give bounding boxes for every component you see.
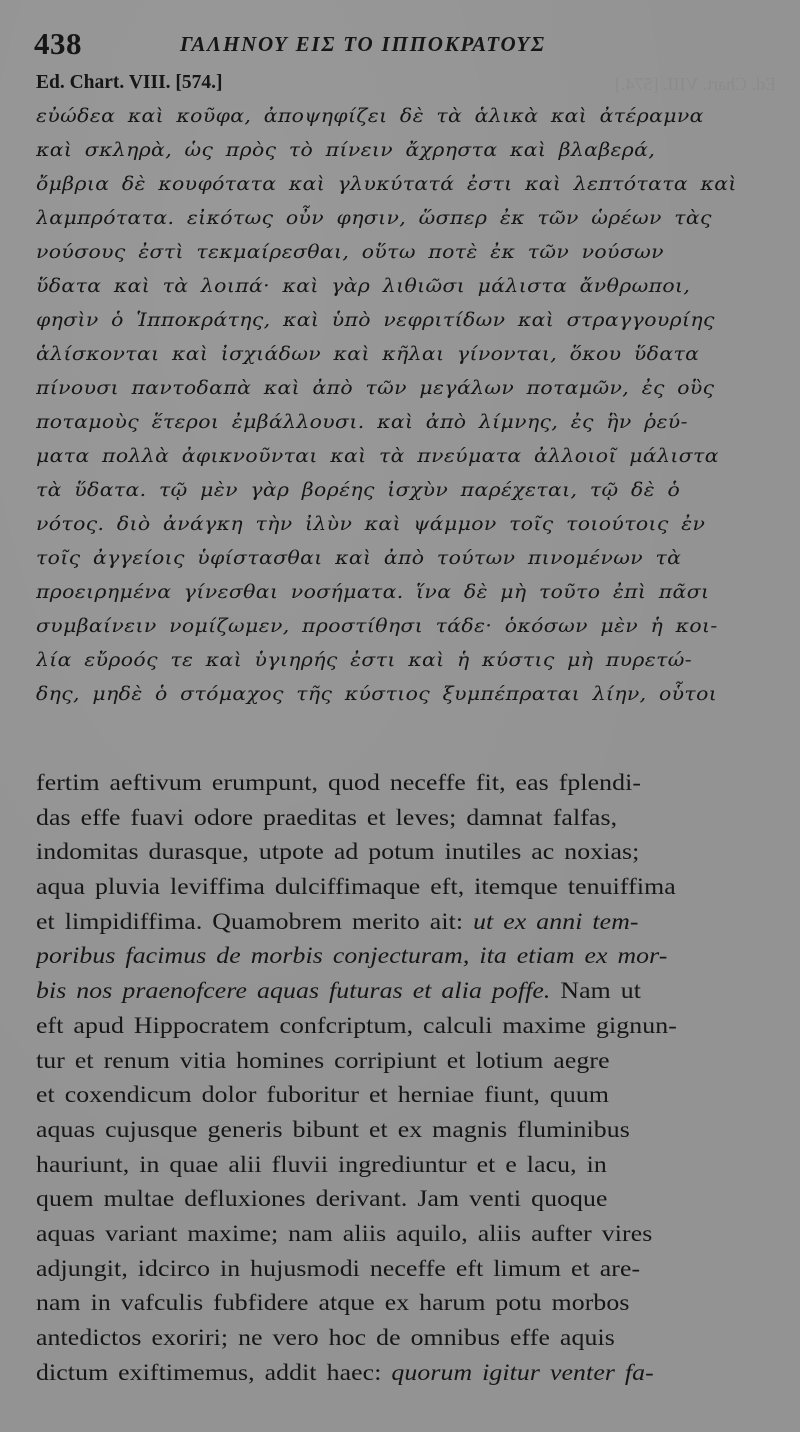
greek-text-line: ὄμβρια δὲ κουφότατα καὶ γλυκύτατά ἐστι καὶ λεπτότατα καὶ [36, 174, 737, 195]
latin-text-line [36, 766, 764, 801]
greek-text-line: εὐώδεα καὶ κοῦφα, ἀποψηφίζει δὲ τὰ ἁλικὰ καὶ ἀτέραμνα [36, 106, 704, 127]
page-number: 438 [34, 26, 82, 61]
bleed-through-text: Ed. Chart. VIII. [574.] [614, 74, 776, 94]
edition-reference: Ed. Chart. VIII. [574.] [36, 72, 223, 93]
greek-text-line: ποταμοὺς ἕτεροι ἐμβάλλουσι. καὶ ἀπὸ λίμνης, ἐς ἣν ῥεύ- [36, 412, 688, 433]
latin-text-line [36, 905, 764, 940]
latin-segment: fertim aeftivum erumpunt, quod neceffe fit, eas fplendi- [36, 770, 642, 795]
latin-text-line [36, 974, 764, 1009]
latin-text-line [36, 1009, 764, 1044]
greek-text-line: τοῖς ἀγγείοις ὑφίστασθαι καὶ ἀπὸ τούτων πινομένων τὰ [36, 548, 682, 569]
greek-text-line: δης, μηδὲ ὁ στόμαχος τῆς κύστιος ξυμπέπραται λίην, οὗτοι [36, 684, 718, 705]
greek-text-line: τὰ ὕδατα. τῷ μὲν γὰρ βορέης ἰσχὺν παρέχεται, τῷ δὲ ὁ [36, 480, 681, 501]
latin-segment: aquas variant maxime; nam aliis aquilo, aliis aufter vires [36, 1220, 653, 1246]
latin-segment: et coxendicum dolor fuboritur et herniae fiunt, quum [36, 1082, 610, 1108]
greek-text-line: νούσους ἐστὶ τεκμαίρεσθαι, οὕτω ποτὲ ἐκ τῶν νούσων [36, 242, 664, 263]
greek-text-line: φησὶν ὁ Ἱπποκράτης, καὶ ὑπὸ νεφριτίδων καὶ στραγγουρίης [36, 310, 715, 331]
running-title: ΓΑΛΗΝΟΥ ΕΙΣ ΤΟ ΙΠΠΟΚΡΑΤΟΥΣ [180, 32, 546, 56]
latin-text-line [36, 1182, 764, 1217]
greek-text-line: ἁλίσκονται καὶ ἰσχιάδων καὶ κῆλαι γίνονται, ὅκου ὕδατα [36, 344, 700, 365]
greek-text-line: καὶ σκληρὰ, ὡς πρὸς τὸ πίνειν ἄχρηστα καὶ βλαβερά, [36, 140, 656, 161]
latin-italic-segment: quorum igitur venter fa- [391, 1359, 654, 1385]
greek-text-line: συμβαίνειν νομίζωμεν, προστίθησι τάδε· ὁκόσων μὲν ἡ κοι- [36, 616, 718, 637]
latin-text-line [36, 1217, 764, 1252]
latin-text-line [36, 1044, 764, 1079]
greek-text-line: ὕδατα καὶ τὰ λοιπά· καὶ γὰρ λιθιῶσι μάλιστα ἄνθρωποι, [36, 276, 691, 297]
greek-text-line: νότος. διὸ ἀνάγκη τὴν ἰλὺν καὶ ψάμμον τοῖς τοιούτοις ἐν [36, 514, 706, 535]
latin-segment: nam in vafculis fubfidere atque ex harum potu morbos [36, 1290, 630, 1316]
greek-text-line: λία εὔροός τε καὶ ὑγιηρής ἐστι καὶ ἡ κύστις μὴ πυρετώ- [36, 650, 693, 671]
latin-segment: indomitas durasque, utpote ad potum inutiles ac noxias; [36, 839, 640, 865]
latin-text-line [36, 1321, 764, 1356]
latin-italic-segment: poribus facimus de morbis conjecturam, ita etiam ex mor- [36, 943, 668, 969]
latin-text-line [36, 1286, 764, 1321]
latin-italic-segment: bis nos praenofcere aquas futuras et alia poffe. [36, 978, 551, 1004]
latin-text-line [36, 1252, 764, 1287]
latin-segment: adjungit, idcirco in hujusmodi neceffe eft limum et are- [36, 1255, 641, 1281]
latin-segment: eft apud Hippocratem confcriptum, calculi maxime gignun- [36, 1012, 677, 1038]
latin-segment: quem multae defluxiones derivant. Jam venti quoque [36, 1186, 608, 1212]
latin-segment: aquas cujusque generis bibunt et ex magnis fluminibus [36, 1116, 630, 1142]
latin-text-line [36, 1148, 764, 1183]
latin-segment: hauriunt, in quae alii fluvii ingrediuntur et e lacu, in [36, 1151, 607, 1177]
latin-segment: et limpidiffima. Quamobrem merito ait: [36, 908, 474, 934]
greek-text-line: πίνουσι παντοδαπὰ καὶ ἀπὸ τῶν μεγάλων ποταμῶν, ἐς οὓς [36, 378, 715, 399]
latin-segment: antedictos exoriri; ne vero hoc de omnibus effe aquis [36, 1325, 615, 1350]
latin-text-line [36, 939, 764, 974]
latin-text-block [36, 766, 764, 1390]
latin-segment: tur et renum vitia homines corripiunt et lotium aegre [36, 1047, 610, 1073]
greek-text-line: προειρημένα γίνεσθαι νοσήματα. ἵνα δὲ μὴ τοῦτο ἐπὶ πᾶσι [36, 582, 710, 603]
latin-text-line [36, 801, 764, 836]
latin-italic-segment: ut ex anni tem- [473, 908, 639, 934]
latin-text-line [36, 1078, 764, 1113]
latin-segment: das effe fuavi odore praeditas et leves; damnat falfas, [36, 804, 618, 830]
latin-segment: Nam ut [550, 978, 642, 1004]
latin-text-line [36, 870, 764, 905]
latin-text-line [36, 1113, 764, 1148]
greek-text-block [36, 100, 764, 712]
greek-text-line: ματα πολλὰ ἀφικνοῦνται καὶ τὰ πνεύματα ἀλλοιοῖ μάλιστα [36, 446, 719, 467]
running-head [34, 26, 774, 66]
greek-text-line: λαμπρότατα. εἰκότως οὖν φησιν, ὥσπερ ἐκ τῶν ὡρέων τὰς [36, 208, 712, 229]
latin-segment: aqua pluvia leviffima dulciffimaque eft, itemque tenuiffima [36, 874, 676, 900]
latin-segment: dictum exiftimemus, addit haec: [36, 1359, 392, 1385]
latin-text-line [36, 1356, 764, 1391]
latin-text-line [36, 835, 764, 870]
